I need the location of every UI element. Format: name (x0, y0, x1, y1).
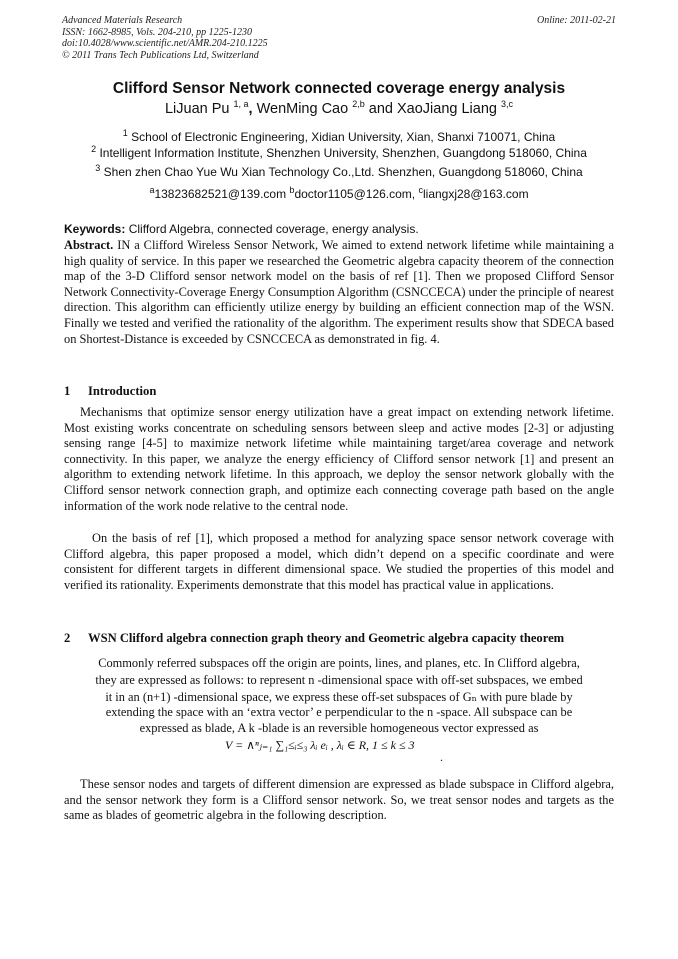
affiliation-sup: 2 (91, 144, 97, 154)
section-2-paragraph-2: These sensor nodes and targets of different dimension are expressed as blade subspace in Clifford algebra, and the sensor network they form is a Clifford sensor network. So, we treat sensor nodes and targets as the same as blades of geometric algebra in the following description. (64, 777, 614, 823)
formula-period: . (440, 750, 443, 764)
intro-paragraph-1: Mechanisms that optimize sensor energy utilization have a great impact on extending network lifetime. Most existing works concentrate on scheduling sensors between sleep and active modes [2-3] or adjusting sensing range [4-5] to maximize network lifetime while maintaining target/area coverage and network connectivity. In this paper, we analyze the energy efficiency of Clifford sensor network [1] and present an algorithm to extending network lifetime. In this approach, we deploy the sensor network globally with the Clifford sensor network connection graph, and optimize each connecting coverage path based on the angle information of the work node relative to the central node. (64, 405, 614, 513)
keywords-label: Keywords: (64, 222, 126, 236)
section-number: 1 (64, 384, 71, 398)
author-sup: 3,c (501, 99, 514, 110)
section-title: WSN Clifford algebra connection graph theory and Geometric algebra capacity theorem (88, 631, 565, 645)
author-sup: 1, a (233, 99, 249, 110)
copyright-line: © 2011 Trans Tech Publications Ltd, Switzerland (62, 49, 259, 61)
online-date: Online: 2011-02-21 (537, 15, 616, 26)
affiliation-2 (0, 146, 678, 160)
author-emails (0, 187, 678, 201)
author-name: WenMing Cao (256, 101, 349, 117)
doi-line: doi:10.4028/www.scientific.net/AMR.204-210.1225 (62, 38, 268, 49)
affiliation-text: Intelligent Information Institute, Shenzhen University, Shenzhen, Guangdong 518060, China (99, 146, 587, 160)
section-2-line: it in an (n+1) -dimensional space, we express these off-set subspaces of Gₙ with pure blade by (105, 690, 573, 704)
section-title: Introduction (88, 384, 157, 398)
intro-paragraph-2: On the basis of ref [1], which proposed a method for analyzing space sensor network coverage with Clifford algebra, this paper proposed a model, which didn’t depend on a specific coordinate and were consistent for different targets in different dimensional space. We studied the properties of this model and verified its rationality. Experiments demonstrate that this model has practical value in applications. (64, 531, 614, 592)
section-2-line: Commonly referred subspaces off the origin are points, lines, and planes, etc. In Clifford algebra, (98, 656, 580, 670)
section-2-heading (64, 631, 564, 646)
abstract-text: IN a Clifford Wireless Sensor Network, We aimed to extend network lifetime while maintaining a high quality of service. In this paper we researched the Geometric algebra capacity theorem of the connection map of the 3-D Clifford sensor network model on the basis of ref [1]. Then we proposed Clifford Sensor Network Connectivity-Coverage Energy Consumption Algorithm (CSNCCECA) under the principle of nearest direction. This algorithm can efficiently utilize energy by building an efficient connection map of the WSN. Finally we tested and verified the rationality of the algorithm. The experiment results show that SDECA based on Shortest-Distance is exceeded by CSNCCECA as demonstrated in fig. 4. (64, 238, 614, 346)
journal-header (62, 15, 616, 61)
email-link[interactable]: 13823682521@139.com (154, 187, 287, 201)
section-number: 2 (64, 631, 71, 645)
email-link[interactable]: liangxj28@163.com (422, 187, 529, 201)
author-sup: 2,b (352, 99, 365, 110)
email-link[interactable]: doctor1105@126.com, (294, 187, 416, 201)
abstract (64, 238, 614, 347)
section-2-line: they are expressed as follows: to represent n -dimensional space with off-set subspaces, we embed (95, 673, 583, 687)
issn-line: ISSN: 1662-8985, Vols. 204-210, pp 1225-1230 (62, 26, 252, 38)
affiliation-text: Shen zhen Chao Yue Wu Xian Technology Co.,Ltd. Shenzhen, Guangdong 518060, China (103, 165, 583, 179)
affiliation-text: School of Electronic Engineering, Xidian University, Xian, Shanxi 710071, China (131, 130, 556, 144)
section-2-line: extending the space with an ‘extra vector’ e perpendicular to the n -space. All subspace can be (105, 705, 573, 719)
section-1-heading (64, 384, 156, 399)
email-sup: c (418, 185, 423, 195)
author-name: XaoJiang Liang (397, 101, 497, 117)
email-sup: b (289, 185, 295, 195)
affiliation-sup: 1 (122, 128, 128, 138)
affiliation-sup: 3 (95, 163, 101, 173)
section-2-line: expressed as blade, A k -blade is an reversible homogeneous vector expressed as (139, 721, 539, 735)
author-conjunction: and (368, 101, 393, 117)
email-sup: a (149, 185, 155, 195)
abstract-label: Abstract. (64, 238, 114, 252)
author-separator: , (248, 101, 253, 117)
author-name: LiJuan Pu (164, 101, 230, 117)
paper-title: Clifford Sensor Network connected coverage energy analysis (112, 80, 566, 97)
journal-name: Advanced Materials Research (62, 15, 183, 26)
author-list (0, 101, 678, 117)
blade-formula: V = ∧ⁿⱼ₌₁ ∑₁≤ᵢ≤₃ λᵢ eᵢ , λᵢ ∈ R, 1 ≤ k ≤ 3 (225, 738, 415, 752)
keywords-text: Clifford Algebra, connected coverage, energy analysis. (128, 222, 419, 236)
affiliation-3 (0, 165, 678, 179)
affiliation-1 (0, 130, 678, 144)
keywords (64, 222, 614, 236)
